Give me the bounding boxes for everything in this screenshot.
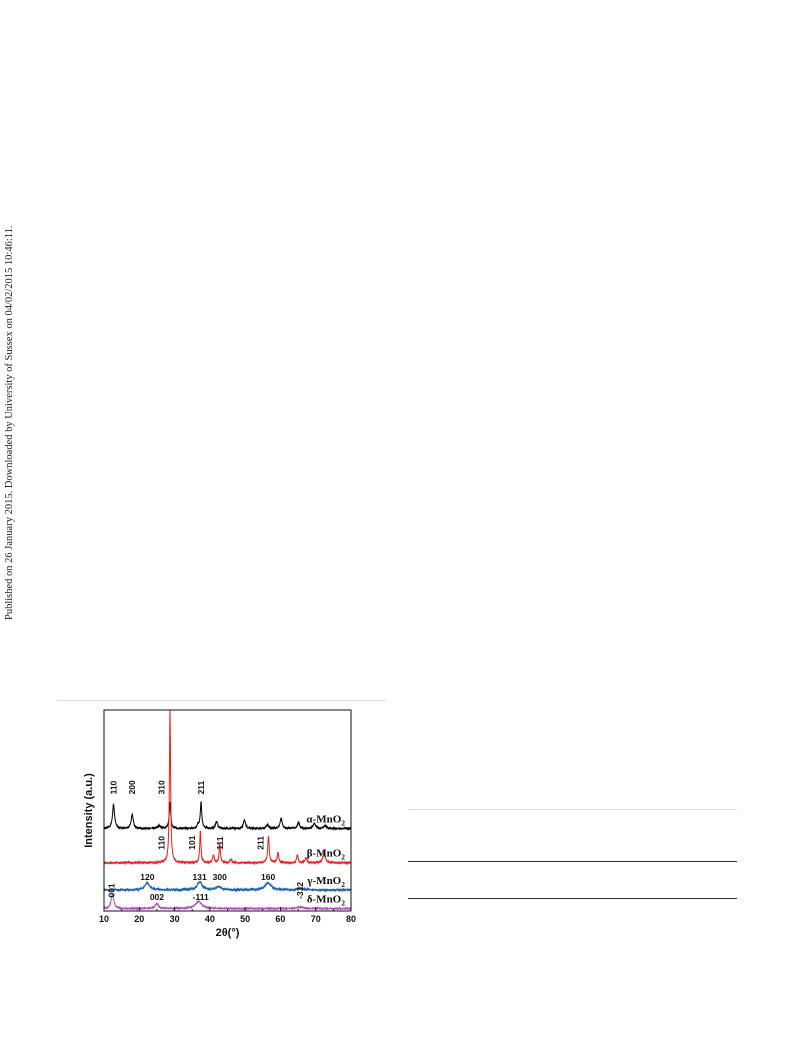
series-line-2 bbox=[104, 710, 351, 864]
y-axis-title: Intensity (a.u.) bbox=[83, 773, 95, 848]
x-tick-label-20: 20 bbox=[134, 914, 145, 924]
peak-label-1: 110 bbox=[108, 780, 119, 795]
peak-label-13: 001 bbox=[106, 883, 117, 898]
xrd-chart bbox=[80, 706, 365, 946]
peak-label-10: 131 bbox=[192, 871, 207, 882]
table-bottom-rule bbox=[408, 898, 737, 899]
series-label-4: δ-MnO$_2$ bbox=[306, 893, 345, 908]
peak-label-11: 300 bbox=[212, 871, 227, 882]
peak-label-6: 101 bbox=[187, 835, 198, 850]
peak-label-16: -312 bbox=[294, 881, 305, 899]
x-tick-label-10: 10 bbox=[98, 914, 110, 924]
peak-label-8: 211 bbox=[255, 835, 266, 850]
series-label-1: α-MnO$_2$ bbox=[306, 813, 345, 828]
x-tick-label-60: 60 bbox=[275, 914, 286, 924]
peak-annotations bbox=[106, 780, 304, 902]
table-header-rule bbox=[408, 861, 737, 862]
x-tick-label-80: 80 bbox=[345, 914, 357, 924]
x-axis-title: 2θ(°) bbox=[215, 927, 240, 939]
peak-label-2: 200 bbox=[127, 780, 138, 795]
peak-label-14: 002 bbox=[149, 891, 165, 902]
peak-label-4: 211 bbox=[196, 780, 207, 795]
peak-label-7: 111 bbox=[215, 836, 226, 850]
table-top-rule bbox=[408, 809, 737, 810]
peak-label-3: 310 bbox=[156, 780, 167, 795]
x-tick-label-50: 50 bbox=[240, 914, 251, 924]
x-tick-label-70: 70 bbox=[310, 914, 321, 924]
peak-label-9: 120 bbox=[140, 871, 155, 882]
section-divider bbox=[57, 700, 386, 701]
peak-label-15: -111 bbox=[192, 891, 209, 902]
series-label-2: β-MnO$_2$ bbox=[306, 847, 345, 862]
x-tick-label-30: 30 bbox=[169, 914, 180, 924]
peak-label-5: 110 bbox=[156, 835, 167, 850]
series-label-3: γ-MnO$_2$ bbox=[307, 874, 345, 889]
download-watermark: Published on 26 January 2015. Downloaded by University of Sussex on 04/02/2015 10:46:11. bbox=[4, 225, 15, 620]
peak-label-12: 160 bbox=[260, 871, 276, 882]
x-tick-label-40: 40 bbox=[204, 914, 215, 924]
